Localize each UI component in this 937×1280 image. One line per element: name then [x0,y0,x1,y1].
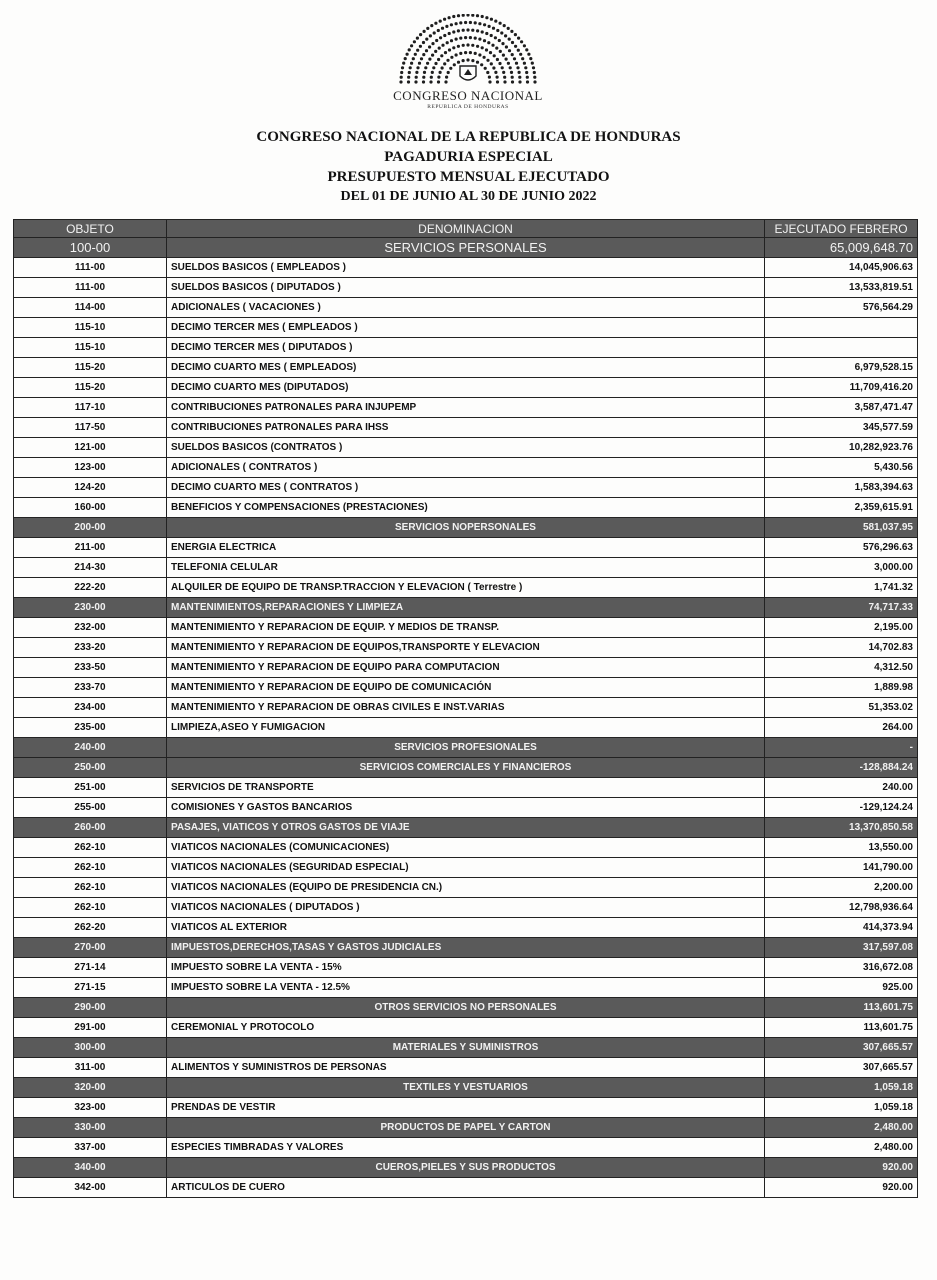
table-row [14,838,918,858]
row-amount [765,318,918,338]
row-denominacion: MANTENIMIENTO Y REPARACION DE EQUIP. Y MEDIOS DE TRANSP. [167,618,765,638]
row-denominacion: VIATICOS NACIONALES ( DIPUTADOS ) [167,898,765,918]
table-row [14,478,918,498]
row-amount: 307,665.57 [765,1058,918,1078]
row-code: 337-00 [14,1138,167,1158]
row-amount: 74,717.33 [765,598,918,618]
row-amount: 14,702.83 [765,638,918,658]
table-row [14,538,918,558]
table-row [14,658,918,678]
row-code: 290-00 [14,998,167,1018]
row-denominacion: IMPUESTOS,DERECHOS,TASAS Y GASTOS JUDICIALES [167,938,765,958]
row-code: 222-20 [14,578,167,598]
table-row [14,298,918,318]
row-amount: -128,884.24 [765,758,918,778]
table-row [14,458,918,478]
row-amount: 240.00 [765,778,918,798]
row-code: 121-00 [14,438,167,458]
row-code: 100-00 [14,238,167,258]
row-code: 251-00 [14,778,167,798]
row-amount: 345,577.59 [765,418,918,438]
row-code: 200-00 [14,518,167,538]
section-row [14,758,918,778]
table-row [14,278,918,298]
row-denominacion: LIMPIEZA,ASEO Y FUMIGACION [167,718,765,738]
row-amount: 3,587,471.47 [765,398,918,418]
row-amount: 2,480.00 [765,1118,918,1138]
date-range: DEL 01 DE JUNIO AL 30 DE JUNIO 2022 [340,189,597,204]
table-row [14,398,918,418]
row-code: 114-00 [14,298,167,318]
row-amount: 5,430.56 [765,458,918,478]
row-denominacion: SERVICIOS NOPERSONALES [167,518,765,538]
row-amount: 307,665.57 [765,1038,918,1058]
title-line-3: PRESUPUESTO MENSUAL EJECUTADO [327,169,610,185]
table-row [14,498,918,518]
row-code: 262-10 [14,898,167,918]
row-amount: 51,353.02 [765,698,918,718]
row-code: 235-00 [14,718,167,738]
congress-emblem-icon [393,14,543,86]
row-code: 115-20 [14,378,167,398]
row-amount: -129,124.24 [765,798,918,818]
row-code: 250-00 [14,758,167,778]
row-amount: 925.00 [765,978,918,998]
row-amount: 414,373.94 [765,918,918,938]
row-amount: 12,798,936.64 [765,898,918,918]
row-amount: 316,672.08 [765,958,918,978]
row-denominacion: DECIMO TERCER MES ( EMPLEADOS ) [167,318,765,338]
header-objeto: OBJETO [14,220,167,238]
table-row [14,418,918,438]
row-code: 160-00 [14,498,167,518]
row-denominacion: ARTICULOS DE CUERO [167,1178,765,1198]
row-denominacion: OTROS SERVICIOS NO PERSONALES [167,998,765,1018]
row-code: 262-20 [14,918,167,938]
section-row [14,738,918,758]
row-denominacion: VIATICOS NACIONALES (SEGURIDAD ESPECIAL) [167,858,765,878]
row-denominacion: MANTENIMIENTO Y REPARACION DE OBRAS CIVILES E INST.VARIAS [167,698,765,718]
row-denominacion: DECIMO CUARTO MES ( CONTRATOS ) [167,478,765,498]
row-amount: 264.00 [765,718,918,738]
congress-logo [378,14,558,120]
row-code: 123-00 [14,458,167,478]
row-denominacion: BENEFICIOS Y COMPENSACIONES (PRESTACIONES) [167,498,765,518]
row-denominacion: PRODUCTOS DE PAPEL Y CARTON [167,1118,765,1138]
row-amount: 6,979,528.15 [765,358,918,378]
row-denominacion: SERVICIOS COMERCIALES Y FINANCIEROS [167,758,765,778]
row-code: 262-10 [14,878,167,898]
row-amount: 581,037.95 [765,518,918,538]
row-denominacion: MATERIALES Y SUMINISTROS [167,1038,765,1058]
table-row [14,1098,918,1118]
row-denominacion: ENERGIA ELECTRICA [167,538,765,558]
row-denominacion: CONTRIBUCIONES PATRONALES PARA IHSS [167,418,765,438]
row-code: 340-00 [14,1158,167,1178]
row-amount: 2,480.00 [765,1138,918,1158]
row-amount: 11,709,416.20 [765,378,918,398]
row-denominacion: ALQUILER DE EQUIPO DE TRANSP.TRACCION Y ELEVACION ( Terrestre ) [167,578,765,598]
row-denominacion: IMPUESTO SOBRE LA VENTA - 12.5% [167,978,765,998]
row-amount: 317,597.08 [765,938,918,958]
row-amount: 920.00 [765,1178,918,1198]
budget-table [13,219,918,1198]
table-row [14,718,918,738]
table-row [14,798,918,818]
row-denominacion: DECIMO TERCER MES ( DIPUTADOS ) [167,338,765,358]
row-amount: 1,741.32 [765,578,918,598]
section-row [14,1078,918,1098]
row-code: 323-00 [14,1098,167,1118]
row-denominacion: COMISIONES Y GASTOS BANCARIOS [167,798,765,818]
row-denominacion: SUELDOS BASICOS ( EMPLEADOS ) [167,258,765,278]
row-denominacion: PASAJES, VIATICOS Y OTROS GASTOS DE VIAJE [167,818,765,838]
row-amount: - [765,738,918,758]
section-row [14,1158,918,1178]
row-denominacion: ALIMENTOS Y SUMINISTROS DE PERSONAS [167,1058,765,1078]
section-row [14,1038,918,1058]
row-code: 230-00 [14,598,167,618]
row-amount: 13,550.00 [765,838,918,858]
row-denominacion: TELEFONIA CELULAR [167,558,765,578]
row-denominacion: SERVICIOS DE TRANSPORTE [167,778,765,798]
table-row [14,378,918,398]
row-code: 233-50 [14,658,167,678]
row-code: 342-00 [14,1178,167,1198]
row-amount [765,338,918,358]
row-denominacion: MANTENIMIENTO Y REPARACION DE EQUIPOS,TRANSPORTE Y ELEVACION [167,638,765,658]
row-code: 214-30 [14,558,167,578]
row-amount: 65,009,648.70 [765,238,918,258]
title-line-2: PAGADURIA ESPECIAL [384,149,553,165]
section-row [14,938,918,958]
row-code: 211-00 [14,538,167,558]
document-titles [0,127,937,206]
row-code: 124-20 [14,478,167,498]
section-row [14,818,918,838]
row-code: 111-00 [14,278,167,298]
logo-name: CONGRESO NACIONAL [393,88,543,103]
row-code: 117-50 [14,418,167,438]
row-code: 115-10 [14,318,167,338]
table-row [14,958,918,978]
row-code: 115-20 [14,358,167,378]
logo-subtitle: REPUBLICA DE HONDURAS [427,104,509,110]
table-row [14,978,918,998]
section-row [14,518,918,538]
table-row [14,578,918,598]
section-row [14,238,918,258]
row-code: 300-00 [14,1038,167,1058]
table-row [14,678,918,698]
row-code: 232-00 [14,618,167,638]
table-row [14,778,918,798]
row-denominacion: DECIMO CUARTO MES (DIPUTADOS) [167,378,765,398]
title-line-1: CONGRESO NACIONAL DE LA REPUBLICA DE HONDURAS [256,129,681,145]
table-row [14,358,918,378]
row-amount: 13,370,850.58 [765,818,918,838]
table-row [14,638,918,658]
row-denominacion: ADICIONALES ( VACACIONES ) [167,298,765,318]
row-denominacion: CUEROS,PIELES Y SUS PRODUCTOS [167,1158,765,1178]
table-row [14,1058,918,1078]
table-row [14,318,918,338]
row-amount: 1,889.98 [765,678,918,698]
row-code: 271-14 [14,958,167,978]
row-denominacion: VIATICOS AL EXTERIOR [167,918,765,938]
table-row [14,338,918,358]
table-row [14,1138,918,1158]
row-denominacion: CONTRIBUCIONES PATRONALES PARA INJUPEMP [167,398,765,418]
row-amount: 1,059.18 [765,1078,918,1098]
row-code: 330-00 [14,1118,167,1138]
row-amount: 2,195.00 [765,618,918,638]
row-amount: 2,200.00 [765,878,918,898]
row-denominacion: SERVICIOS PERSONALES [167,238,765,258]
row-code: 270-00 [14,938,167,958]
row-code: 111-00 [14,258,167,278]
table-row [14,258,918,278]
row-code: 271-15 [14,978,167,998]
table-row [14,878,918,898]
row-amount: 113,601.75 [765,998,918,1018]
row-denominacion: ADICIONALES ( CONTRATOS ) [167,458,765,478]
section-row [14,998,918,1018]
row-code: 233-70 [14,678,167,698]
row-amount: 576,564.29 [765,298,918,318]
table-row [14,558,918,578]
row-amount: 3,000.00 [765,558,918,578]
table-row [14,1018,918,1038]
header-denominacion: DENOMINACION [167,220,765,238]
header-ejecutado: EJECUTADO FEBRERO [765,220,918,238]
table-row [14,1178,918,1198]
row-code: 291-00 [14,1018,167,1038]
row-denominacion: CEREMONIAL Y PROTOCOLO [167,1018,765,1038]
row-amount: 4,312.50 [765,658,918,678]
row-denominacion: SUELDOS BASICOS ( DIPUTADOS ) [167,278,765,298]
row-code: 262-10 [14,858,167,878]
row-amount: 576,296.63 [765,538,918,558]
row-code: 311-00 [14,1058,167,1078]
row-denominacion: IMPUESTO SOBRE LA VENTA - 15% [167,958,765,978]
row-amount: 920.00 [765,1158,918,1178]
row-amount: 113,601.75 [765,1018,918,1038]
row-denominacion: MANTENIMIENTOS,REPARACIONES Y LIMPIEZA [167,598,765,618]
row-code: 262-10 [14,838,167,858]
row-denominacion: VIATICOS NACIONALES (COMUNICACIONES) [167,838,765,858]
table-row [14,438,918,458]
section-row [14,598,918,618]
table-row [14,858,918,878]
row-amount: 141,790.00 [765,858,918,878]
table-row [14,698,918,718]
row-denominacion: DECIMO CUARTO MES ( EMPLEADOS) [167,358,765,378]
row-denominacion: SERVICIOS PROFESIONALES [167,738,765,758]
row-code: 117-10 [14,398,167,418]
row-denominacion: MANTENIMIENTO Y REPARACION DE EQUIPO PARA COMPUTACION [167,658,765,678]
row-denominacion: VIATICOS NACIONALES (EQUIPO DE PRESIDENCIA CN.) [167,878,765,898]
row-denominacion: MANTENIMIENTO Y REPARACION DE EQUIPO DE COMUNICACIÓN [167,678,765,698]
table-row [14,918,918,938]
row-denominacion: ESPECIES TIMBRADAS Y VALORES [167,1138,765,1158]
row-denominacion: SUELDOS BASICOS (CONTRATOS ) [167,438,765,458]
table-row [14,618,918,638]
row-amount: 1,059.18 [765,1098,918,1118]
row-code: 255-00 [14,798,167,818]
row-code: 260-00 [14,818,167,838]
row-code: 320-00 [14,1078,167,1098]
row-denominacion: PRENDAS DE VESTIR [167,1098,765,1118]
row-amount: 1,583,394.63 [765,478,918,498]
row-code: 115-10 [14,338,167,358]
row-amount: 14,045,906.63 [765,258,918,278]
row-code: 240-00 [14,738,167,758]
row-amount: 2,359,615.91 [765,498,918,518]
row-code: 234-00 [14,698,167,718]
table-body [14,238,918,1198]
row-amount: 13,533,819.51 [765,278,918,298]
section-row [14,1118,918,1138]
table-header-row [14,220,918,238]
table-row [14,898,918,918]
row-code: 233-20 [14,638,167,658]
row-denominacion: TEXTILES Y VESTUARIOS [167,1078,765,1098]
row-amount: 10,282,923.76 [765,438,918,458]
